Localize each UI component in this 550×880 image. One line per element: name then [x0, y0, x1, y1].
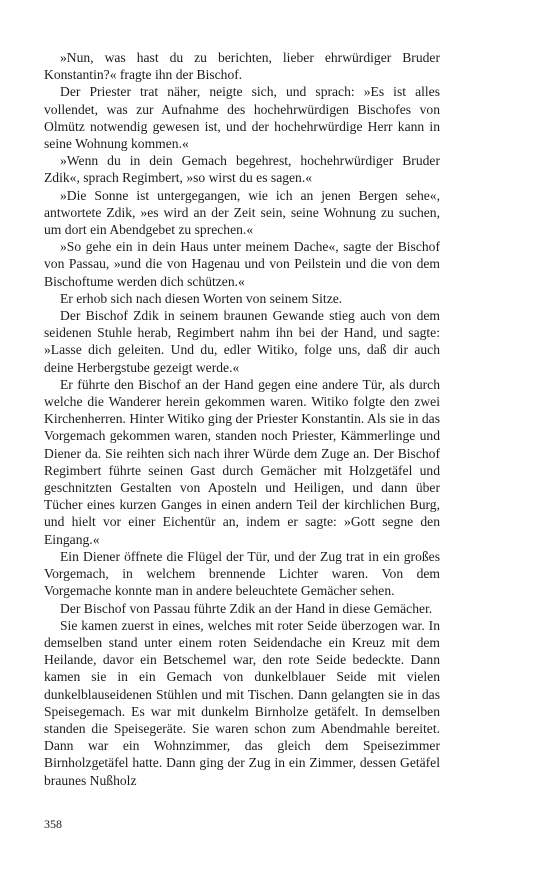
page-number: 358: [44, 817, 62, 831]
paragraph: Sie kamen zuerst in eines, welches mit roter Seide überzogen war. In demselben stand unter einem roten Seidendache ein Kreuz mit dem Heilande, davor ein Betschemel war, den rote Seide bedeckte. Dann kamen sie in ein Gemach von dunkelblauer Seide mit vielen dunkelblauseidenen Stühlen und mit Tischen. Dann gelangten sie in das Speisegemach. Es war mit dunkelm Birnholze getäfelt. In demselben standen die Speisegeräte. Sie waren schon zum Abendmahle bereitet. Dann war ein Wohnzimmer, das gleich dem Speisezimmer Birnholzgetäfel hatte. Dann ging der Zug in ein Zimmer, dessen Getäfel braunes Nußholz: [44, 617, 440, 788]
paragraph: Der Priester trat näher, neigte sich, und sprach: »Es ist alles vollendet, was zur Aufnahme des hochehrwürdigen Bischofes von Olmütz notwendig gewesen ist, und der hochehrwürdige Herr kann in seine Wohnung kommen.«: [44, 84, 440, 152]
paragraph: Der Bischof Zdik in seinem braunen Gewande stieg auch von dem seidenen Stuhle herab, Regimbert nahm ihn bei der Hand, und sagte: »Lasse dich geleiten. Und du, edler Witiko, folge uns, daß dir auch deine Herbergstube gezeigt werde.«: [44, 308, 440, 375]
page-body: [44, 49, 440, 789]
paragraph: Er führte den Bischof an der Hand gegen eine andere Tür, als durch welche die Wanderer herein gekommen waren. Witiko folgte den zwei Kirchenherren. Hinter Witiko ging der Priester Konstantin. Als sie in das Vorgemach gekommen waren, standen noch Priester, Kämmerlinge und Diener da. Sie reihten sich nach ihrer Würde dem Zuge an. Der Bischof Regimbert führte seinen Gast durch Gemächer mit Holzgetäfel und geschnitzten Gestalten von Aposteln und Heiligen, und dann über Tücher eines kurzen Ganges in einen andern Teil der kirchlichen Burg, und hielt vor einer Eichentür an, indem er sagte: »Gott segne den Eingang.«: [44, 376, 440, 547]
paragraph: Er erhob sich nach diesen Worten von seinem Sitze.: [60, 290, 343, 306]
paragraph: »Nun, was hast du zu berichten, lieber ehrwürdiger Bruder Konstantin?« fragte ihn der Bischof.: [44, 50, 440, 83]
paragraph: »Die Sonne ist untergegangen, wie ich an jenen Bergen sehe«, antwortete Zdik, »es wird an der Zeit sein, seine Wohnung zu suchen, um dort ein Abendgebet zu sprechen.«: [44, 187, 440, 238]
paragraph: Der Bischof von Passau führte Zdik an der Hand in diese Gemächer.: [60, 600, 433, 616]
paragraph: »So gehe ein in dein Haus unter meinem Dache«, sagte der Bischof von Passau, »und die von Hagenau und von Peilstein und die von dem Bischoftume werden dich schützen.«: [44, 239, 440, 289]
paragraph: Ein Diener öffnete die Flügel der Tür, und der Zug trat in ein großes Vorgemach, in welchem brennende Lichter waren. Von dem Vorgemache konnte man in andere beleuchtete Gemächer sehen.: [44, 548, 440, 599]
paragraph: »Wenn du in dein Gemach begehrest, hochehrwürdiger Bruder Zdik«, sprach Regimbert, »so wirst du es sagen.«: [44, 153, 440, 186]
